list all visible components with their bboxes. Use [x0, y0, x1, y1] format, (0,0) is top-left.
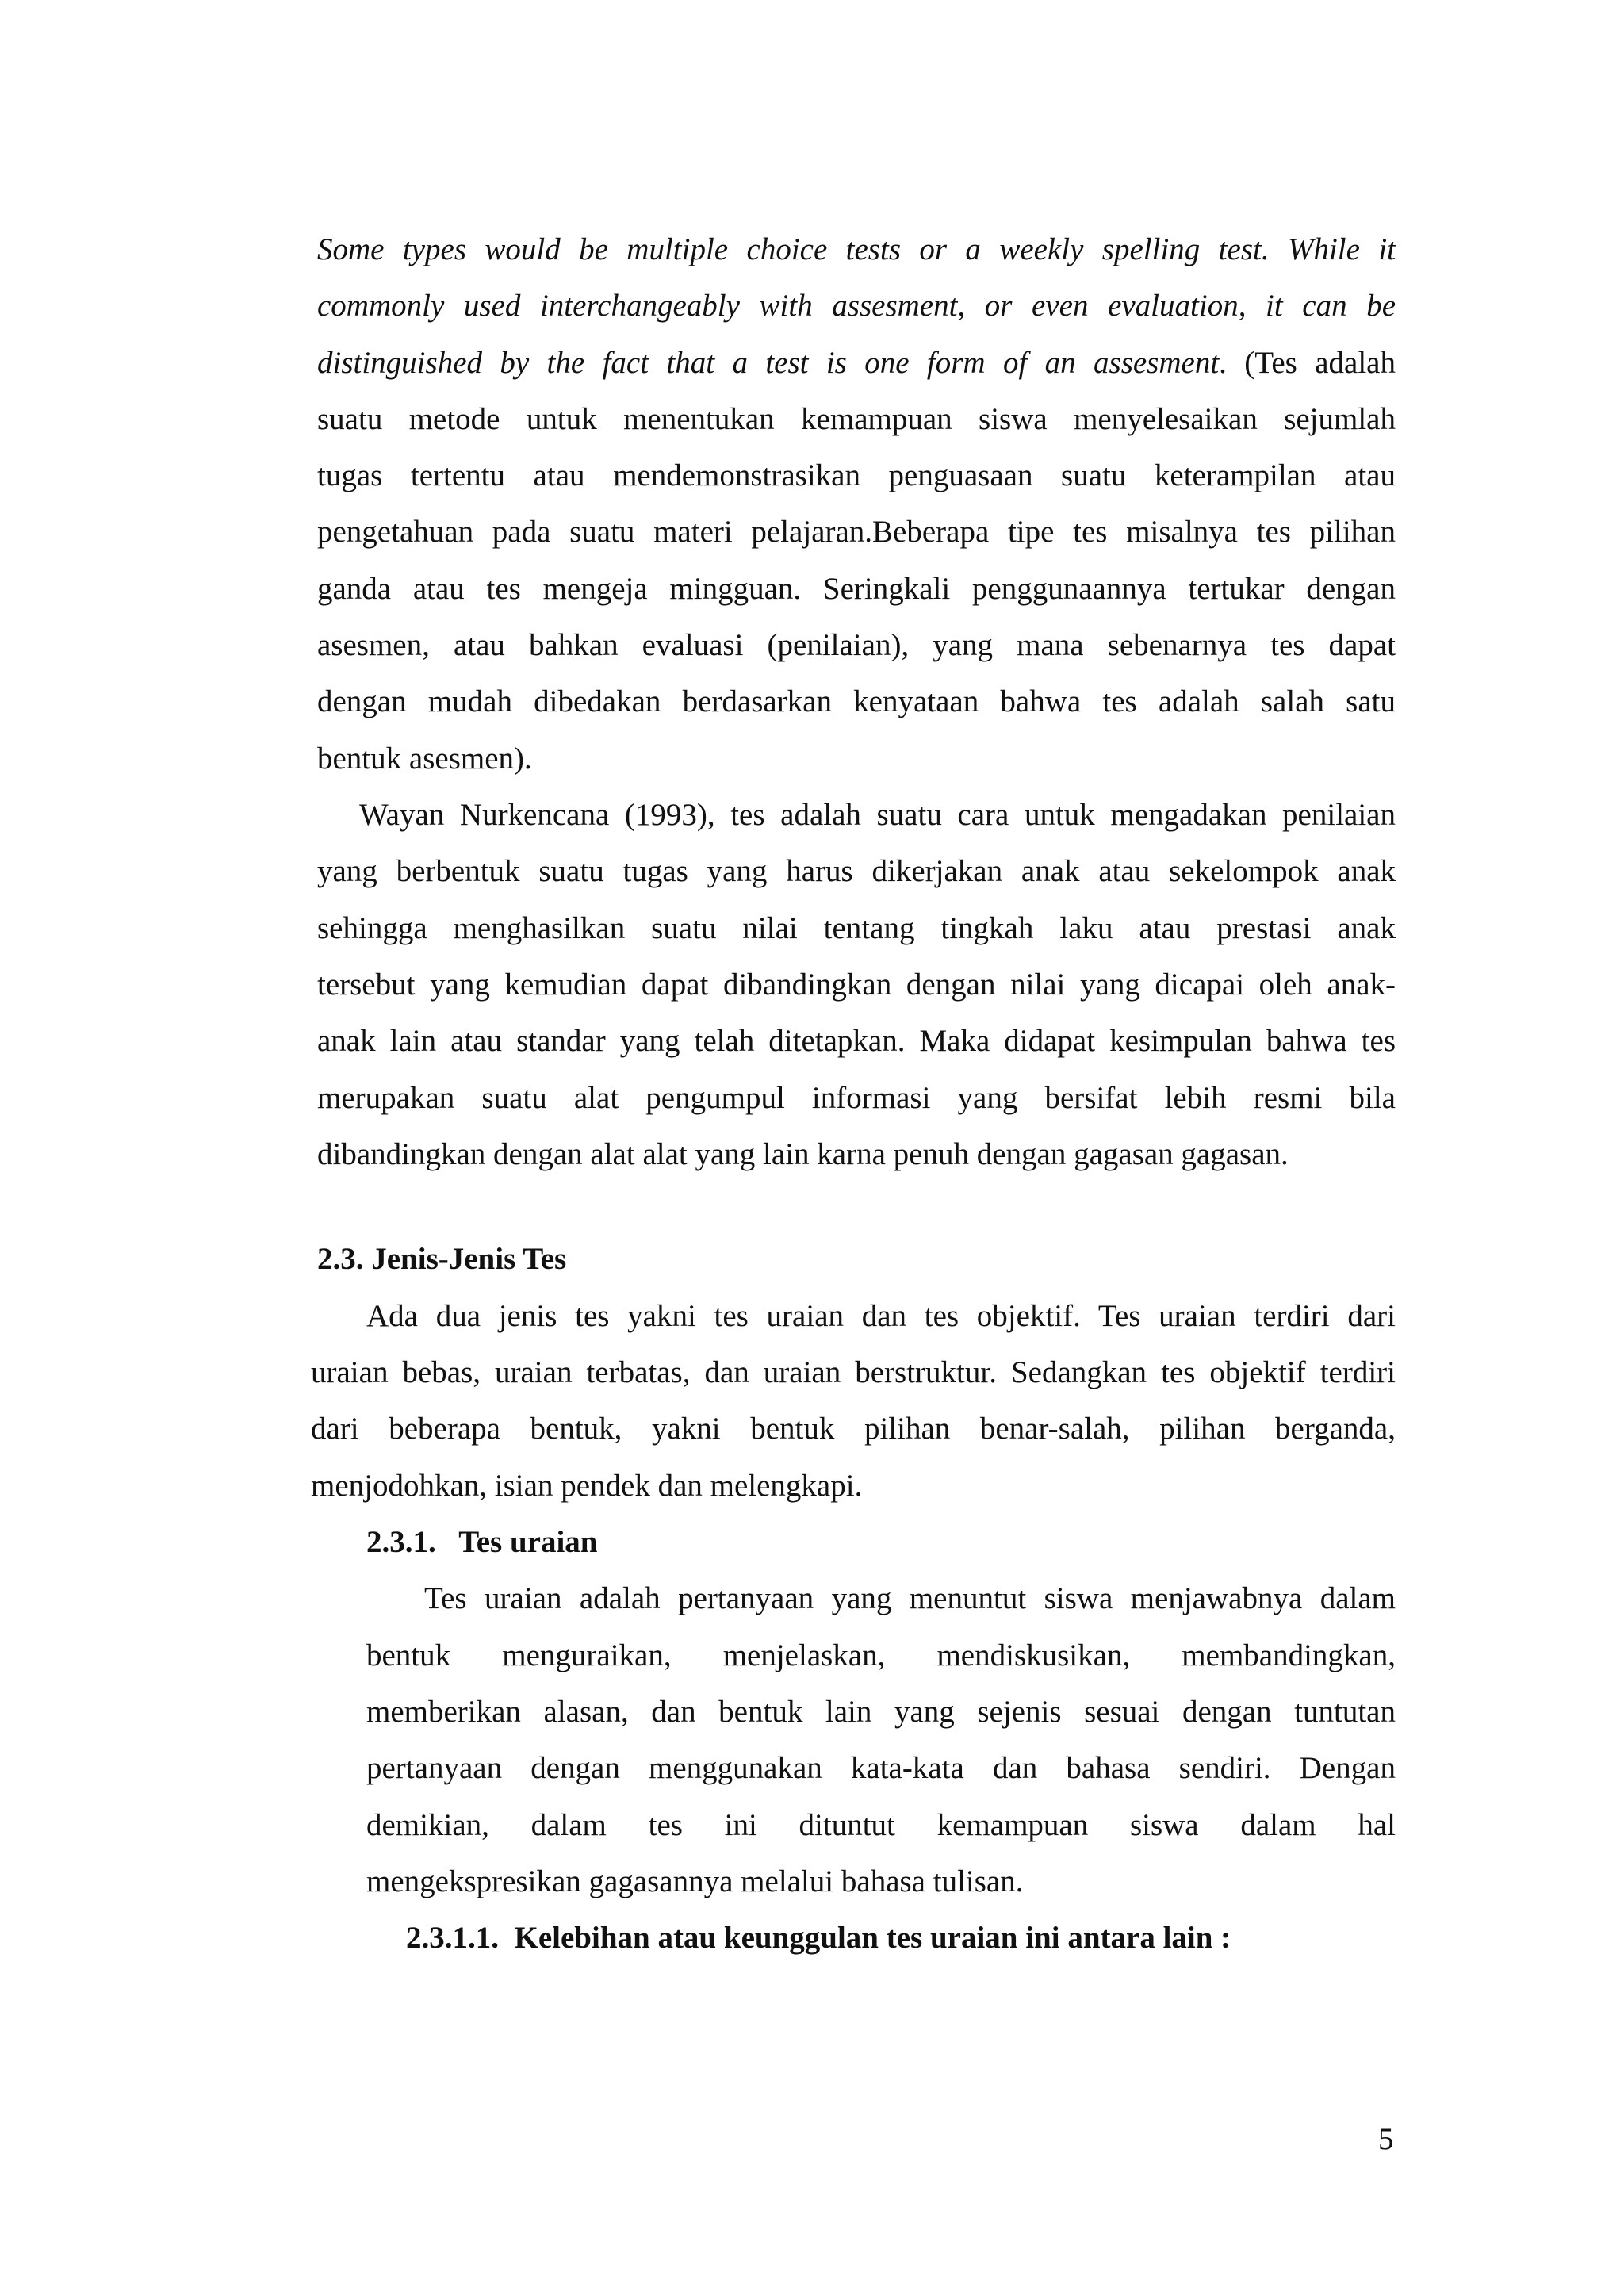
- paragraph-1-line-3: [317, 347, 1396, 378]
- paragraph-1-line-5: tugas tertentu atau mendemonstrasikan penguasaan suatu keterampilan atau: [317, 458, 1396, 492]
- paragraph-2-line-1: Wayan Nurkencana (1993), tes adalah suatu cara untuk mengadakan penilaian: [359, 798, 1396, 832]
- paragraph-4-line-6: mengekspresikan gagasannya melalui bahasa tulisan.: [366, 1864, 1024, 1898]
- paragraph-2-line-4: tersebut yang kemudian dapat dibandingkan dengan nilai yang dicapai oleh anak-: [317, 967, 1396, 1002]
- paragraph-1-line-6: pengetahuan pada suatu materi pelajaran.Beberapa tipe tes misalnya tes pilihan: [317, 515, 1396, 549]
- paragraph-4-line-3: memberikan alasan, dan bentuk lain yang sejenis sesuai dengan tuntutan: [366, 1695, 1396, 1729]
- paragraph-2-line-6: merupakan suatu alat pengumpul informasi yang bersifat lebih resmi bila: [317, 1081, 1396, 1115]
- paragraph-2-line-3: sehingga menghasilkan suatu nilai tentang tingkah laku atau prestasi anak: [317, 911, 1396, 945]
- paragraph-1-line-3-tail: . (Tes adalah: [1219, 346, 1396, 380]
- paragraph-2-line-5: anak lain atau standar yang telah ditetapkan. Maka didapat kesimpulan bahwa tes: [317, 1024, 1396, 1058]
- paragraph-3-line-3: dari beberapa bentuk, yakni bentuk pilihan benar-salah, pilihan berganda,: [311, 1412, 1396, 1446]
- section-heading: 2.3. Jenis-Jenis Tes: [317, 1242, 567, 1276]
- paragraph-1-line-3-italic: distinguished by the fact that a test is one form of an assesment: [317, 346, 1220, 380]
- paragraph-1-line-4: suatu metode untuk menentukan kemampuan siswa menyelesaikan sejumlah: [317, 402, 1396, 436]
- paragraph-4-line-5: demikian, dalam tes ini dituntut kemampuan siswa dalam hal: [366, 1808, 1396, 1842]
- paragraph-1-line-10: bentuk asesmen).: [317, 741, 532, 776]
- paragraph-1-line-9: dengan mudah dibedakan berdasarkan kenyataan bahwa tes adalah salah satu: [317, 684, 1396, 718]
- paragraph-1-line-7: ganda atau tes mengeja mingguan. Seringkali penggunaannya tertukar dengan: [317, 572, 1396, 606]
- paragraph-1-line-8: asesmen, atau bahkan evaluasi (penilaian), yang mana sebenarnya tes dapat: [317, 628, 1396, 662]
- paragraph-3-line-1: Ada dua jenis tes yakni tes uraian dan tes objektif. Tes uraian terdiri dari: [366, 1299, 1396, 1333]
- paragraph-4-line-4: pertanyaan dengan menggunakan kata-kata dan bahasa sendiri. Dengan: [366, 1751, 1396, 1785]
- paragraph-2-line-2: yang berbentuk suatu tugas yang harus dikerjakan anak atau sekelompok anak: [317, 854, 1396, 888]
- paragraph-4-line-2: bentuk menguraikan, menjelaskan, mendiskusikan, membandingkan,: [366, 1638, 1396, 1672]
- paragraph-1-line-2: commonly used interchangeably with assesment, or even evaluation, it can be: [317, 289, 1396, 323]
- paragraph-2-line-7: dibandingkan dengan alat alat yang lain karna penuh dengan gagasan gagasan.: [317, 1137, 1289, 1171]
- paragraph-1-line-1: Some types would be multiple choice tests or a weekly spelling test. While it: [317, 232, 1396, 266]
- paragraph-3-line-2: uraian bebas, uraian terbatas, dan uraian berstruktur. Sedangkan tes objektif terdiri: [311, 1355, 1396, 1389]
- subsection-heading: 2.3.1. Tes uraian: [366, 1525, 598, 1559]
- paragraph-3-line-4: menjodohkan, isian pendek dan melengkapi.: [311, 1469, 863, 1503]
- page-number: 5: [1378, 2122, 1394, 2156]
- subsubsection-heading: 2.3.1.1. Kelebihan atau keunggulan tes uraian ini antara lain :: [406, 1921, 1231, 1955]
- paragraph-4-line-1: Tes uraian adalah pertanyaan yang menuntut siswa menjawabnya dalam: [424, 1581, 1396, 1615]
